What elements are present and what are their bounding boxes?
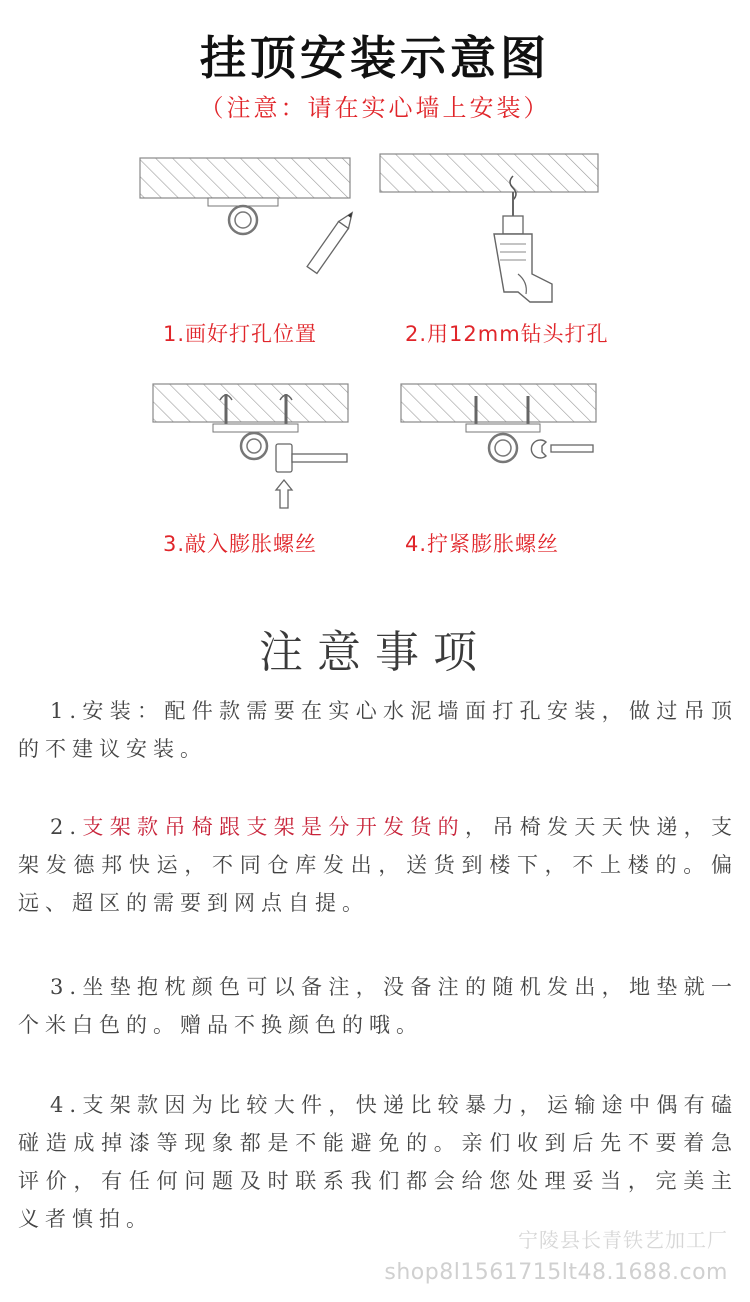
drill-icon (494, 176, 552, 302)
wrench-icon (531, 440, 593, 458)
note-item-3 (18, 968, 738, 1044)
hammer-icon (276, 444, 347, 472)
note-item-2 (18, 808, 738, 922)
note-text: 支架款因为比较大件，快递比较暴力，运输途中偶有磕碰造成掉漆等现象都是不能避免的。亲们收到后先不要着急评价，有任何问题及时联系我们都会给您处理妥当，完美主义者慎拍。 (18, 1093, 738, 1231)
ceiling (401, 384, 596, 422)
eye-ring (489, 434, 517, 462)
step2-illustration (372, 148, 612, 308)
note-item-1 (18, 692, 738, 768)
step3-illustration (148, 380, 358, 520)
note-number: 1. (50, 699, 83, 723)
step4-illustration (396, 380, 606, 520)
mount-plate (213, 424, 298, 432)
step1-illustration (130, 150, 370, 310)
note-text: 安装：配件款需要在实心水泥墙面打孔安装，做过吊顶的不建议安装。 (18, 699, 738, 761)
note-number: 4. (50, 1093, 83, 1117)
watermark-shop-url: shop8l1561715lt48.1688.com (384, 1260, 728, 1285)
page-title: 挂顶安装示意图 (200, 31, 550, 85)
up-arrow-icon (276, 480, 292, 508)
ceiling (380, 154, 598, 192)
notes-title: 注意事项 (259, 627, 491, 678)
note-number: 3. (50, 975, 83, 999)
mount-plate (466, 424, 540, 432)
step4-label: 4.拧紧膨胀螺丝 (405, 532, 560, 556)
step2-label: 2.用12mm钻头打孔 (405, 322, 609, 346)
note-item-4 (18, 1086, 738, 1238)
note-text: 坐垫抱枕颜色可以备注，没备注的随机发出，地垫就一个米白色的。赠品不换颜色的哦。 (18, 975, 738, 1037)
pencil-icon (307, 209, 357, 273)
eye-ring (229, 206, 257, 234)
eye-ring (241, 433, 267, 459)
step1-label: 1.画好打孔位置 (163, 322, 318, 346)
note-number: 2. (50, 815, 83, 839)
ceiling (140, 158, 350, 198)
step3-label: 3.敲入膨胀螺丝 (163, 532, 318, 556)
note-text: ，吊椅发天天快递，支架发德邦快运，不同仓库发出，送货到楼下，不上楼的。偏远、超区的需要到网点自提。 (18, 815, 739, 915)
ceiling (153, 384, 348, 422)
note-highlight: 支架款吊椅跟支架是分开发货的 (82, 815, 466, 839)
page-subtitle: （注意：请在实心墙上安装） (199, 94, 551, 122)
watermark-company: 宁陵县长青铁艺加工厂 (518, 1228, 728, 1252)
